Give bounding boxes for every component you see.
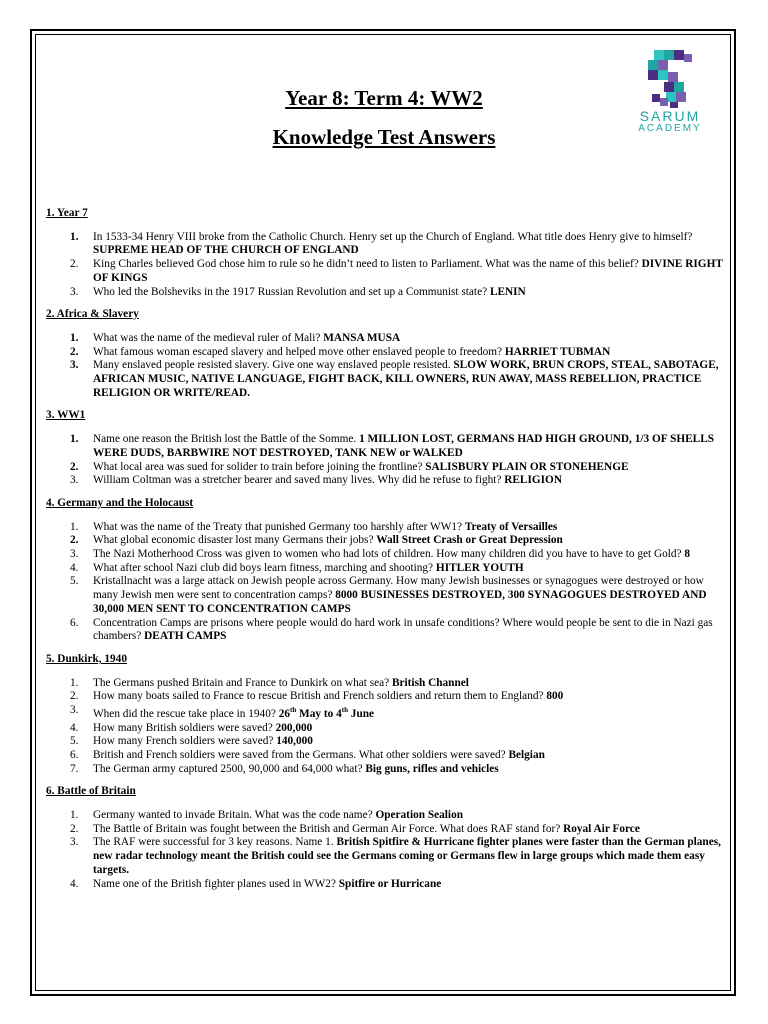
- question-item: [46, 704, 726, 721]
- question-text: William Coltman was a stretcher bearer and saved many lives. Why did he refuse to fight?: [93, 474, 502, 487]
- question-text: How many boats sailed to France to rescue British and French soldiers and return them to England?: [93, 690, 544, 703]
- section-heading: 2. Africa & Slavery: [46, 308, 139, 321]
- question-item: [46, 231, 726, 258]
- question-item: [46, 617, 726, 644]
- answer-part: June: [347, 707, 375, 720]
- answer-text: HITLER YOUTH: [435, 561, 524, 574]
- answer-text: HARRIET TUBMAN: [504, 345, 611, 358]
- question-text: What local area was sued for solider to train before joining the frontline?: [93, 460, 423, 473]
- question-text: How many French soldiers were saved?: [93, 735, 274, 748]
- page-title: Year 8: Term 4: WW2: [285, 86, 483, 110]
- answer-text: Royal Air Force: [563, 822, 640, 835]
- question-text: Name one of the British fighter planes used in WW2?: [93, 877, 336, 890]
- answer-text: Wall Street Crash or Great Depression: [376, 534, 563, 547]
- question-item: [46, 521, 726, 535]
- answer-text: British Channel: [391, 676, 469, 689]
- answer-text: 140,000: [276, 735, 313, 748]
- question-text: The German army captured 2500, 90,000 and 64,000 what?: [93, 762, 363, 775]
- question-item: [46, 836, 726, 877]
- question-number: 1.: [70, 520, 79, 533]
- section-heading: 6. Battle of Britain: [46, 785, 136, 798]
- answer-superscript: th: [341, 706, 348, 715]
- question-item: [46, 258, 726, 285]
- question-item: [46, 722, 726, 736]
- section: [46, 653, 726, 776]
- question-text: What global economic disaster lost many Germans their jobs?: [93, 534, 374, 547]
- question-item: [46, 534, 726, 548]
- logo-s-mark: [648, 50, 692, 108]
- question-list: [46, 332, 726, 401]
- question-item: [46, 878, 726, 892]
- question-item: [46, 749, 726, 763]
- answer-text: 1 MILLION LOST, GERMANS HAD HIGH GROUND, 1/3 OF SHELLS WERE DUDS, BARBWIRE NOT DESTROYED, TANK NEW or WALKED: [93, 433, 715, 459]
- answer-text: Operation Sealion: [375, 809, 463, 822]
- answer-text: Treaty of Versailles: [464, 520, 558, 533]
- question-number: 3.: [70, 836, 79, 849]
- question-item: [46, 823, 726, 837]
- section-heading: 1. Year 7: [46, 207, 88, 219]
- question-list: [46, 809, 726, 891]
- question-text: When did the rescue take place in 1940?: [93, 707, 276, 720]
- question-text: Germany wanted to invade Britain. What was the code name?: [93, 809, 373, 822]
- question-text: What after school Nazi club did boys learn fitness, marching and shooting?: [93, 561, 434, 574]
- question-list: [46, 521, 726, 644]
- question-number: 5.: [70, 735, 79, 748]
- question-text: King Charles believed God chose him to rule so he didn’t need to listen to Parliament. What was the name of this belief?: [93, 258, 639, 271]
- question-text: How many British soldiers were saved?: [93, 721, 273, 734]
- question-item: [46, 548, 726, 562]
- answer-text: MANSA MUSA: [323, 331, 401, 344]
- answer-superscript: th: [290, 706, 297, 715]
- answer-part: 26: [278, 707, 290, 720]
- question-text: The Germans pushed Britain and France to Dunkirk on what sea?: [93, 676, 390, 689]
- answer-text: Big guns, rifles and vehicles: [365, 762, 499, 775]
- question-text: British and French soldiers were saved from the Germans. What other soldiers were saved?: [93, 748, 506, 761]
- question-number: 6.: [70, 748, 79, 761]
- answer-text: LENIN: [489, 285, 526, 298]
- question-text: Name one reason the British lost the Battle of the Somme.: [93, 433, 357, 446]
- question-number: 1.: [70, 809, 79, 822]
- question-item: [46, 735, 726, 749]
- question-number: 2.: [70, 345, 79, 358]
- answer-text: SALISBURY PLAIN OR STONEHENGE: [425, 460, 629, 473]
- section: [46, 308, 726, 400]
- section-heading: 4. Germany and the Holocaust: [46, 496, 194, 509]
- question-number: 3.: [70, 359, 79, 372]
- question-item: [46, 690, 726, 704]
- answer-part: May to 4: [296, 707, 342, 720]
- question-number: 2.: [70, 822, 79, 835]
- question-number: 5.: [70, 575, 79, 588]
- question-text: The Nazi Motherhood Cross was given to women who had lots of children. How many children did you have to have to get Gold?: [93, 548, 682, 561]
- logo-name: SARUM: [639, 108, 701, 124]
- question-item: [46, 809, 726, 823]
- page-subtitle: Knowledge Test Answers: [272, 125, 496, 149]
- question-number: 3.: [70, 704, 79, 717]
- answer-text: Spitfire or Hurricane: [338, 877, 442, 890]
- question-text: In 1533-34 Henry VIII broke from the Catholic Church. Henry set up the Church of England. What title does Henry give to himself?: [93, 230, 693, 243]
- answer-text: [279, 708, 374, 720]
- question-number: 2.: [70, 460, 79, 473]
- question-text: Many enslaved people resisted slavery. Give one way enslaved people resisted.: [93, 359, 451, 372]
- question-item: [46, 346, 726, 360]
- question-number: 3.: [70, 548, 79, 561]
- question-item: [46, 474, 726, 488]
- question-number: 2.: [70, 534, 79, 547]
- question-list: [46, 433, 726, 488]
- question-list: [46, 677, 726, 777]
- question-item: [46, 359, 726, 400]
- section: [46, 497, 726, 644]
- answer-text: 800: [546, 690, 564, 703]
- question-text: What famous woman escaped slavery and helped move other enslaved people to freedom?: [93, 345, 503, 358]
- question-item: [46, 433, 726, 460]
- answer-text: British Spitfire & Hurricane fighter planes were faster than the German planes, new radar technology meant the British could see the Germans coming or Germans flew in large groups which made them easy targets.: [93, 836, 721, 876]
- question-number: 3.: [70, 474, 79, 487]
- answer-text: RELIGION: [504, 474, 562, 487]
- question-number: 6.: [70, 616, 79, 629]
- answers-content: [46, 207, 726, 900]
- question-number: 1.: [70, 433, 79, 446]
- question-text: The RAF were successful for 3 key reasons. Name 1.: [93, 836, 334, 849]
- answer-text: 8000 BUSINESSES DESTROYED, 300 SYNAGOGUES DESTROYED AND 30,000 MEN SENT TO CONCENTRATION CAMPS: [93, 589, 707, 615]
- answer-text: 8: [684, 548, 691, 561]
- question-number: 1.: [70, 676, 79, 689]
- question-text: Kristallnacht was a large attack on Jewish people across Germany. How many Jewish businesses or synagogues were destroyed or how many Jewish men were sent to concentration camps?: [93, 575, 704, 602]
- question-number: 4.: [70, 721, 79, 734]
- answer-text: DEATH CAMPS: [144, 630, 227, 643]
- section-heading: 3. WW1: [46, 409, 86, 422]
- question-number: 4.: [70, 877, 79, 890]
- question-item: [46, 763, 726, 777]
- question-number: 7.: [70, 762, 79, 775]
- section: [46, 409, 726, 488]
- question-item: [46, 461, 726, 475]
- answer-text: 200,000: [275, 721, 313, 734]
- question-number: 1.: [70, 331, 79, 344]
- question-number: 4.: [70, 561, 79, 574]
- answer-text: Belgian: [508, 748, 545, 761]
- answer-text: SUPREME HEAD OF THE CHURCH OF ENGLAND: [93, 244, 359, 257]
- section: [46, 207, 726, 299]
- question-text: Concentration Camps are prisons where people would do hard work in unsafe conditions? Where would people be sent to die in Nazi gas chambers?: [93, 616, 713, 643]
- question-text: What was the name of the Treaty that punished Germany too harshly after WW1?: [93, 520, 463, 533]
- question-number: 2.: [70, 258, 79, 271]
- question-number: 2.: [70, 690, 79, 703]
- section: [46, 785, 726, 891]
- question-list: [46, 231, 726, 300]
- question-text: Who led the Bolsheviks in the 1917 Russian Revolution and set up a Communist state?: [93, 285, 488, 298]
- question-item: [46, 562, 726, 576]
- answer-text: SLOW WORK, BRUN CROPS, STEAL, SABOTAGE, AFRICAN MUSIC, NATIVE LANGUAGE, FIGHT BACK, KILL OWNERS, RUN AWAY, MASS REBELLION, PRACTICE RELIGION OR WRITE/READ.: [93, 359, 719, 399]
- section-heading: 5. Dunkirk, 1940: [46, 652, 127, 665]
- question-item: [46, 575, 726, 616]
- question-text: The Battle of Britain was fought between the British and German Air Force. What does RAF stand for?: [93, 822, 561, 835]
- answer-text: DIVINE RIGHT OF KINGS: [93, 258, 723, 284]
- question-item: [46, 332, 726, 346]
- question-item: [46, 677, 726, 691]
- question-number: 3.: [70, 285, 79, 298]
- question-number: 1.: [70, 230, 79, 243]
- question-item: [46, 286, 726, 300]
- logo-subname: ACADEMY: [638, 123, 702, 134]
- question-text: What was the name of the medieval ruler of Mali?: [93, 331, 321, 344]
